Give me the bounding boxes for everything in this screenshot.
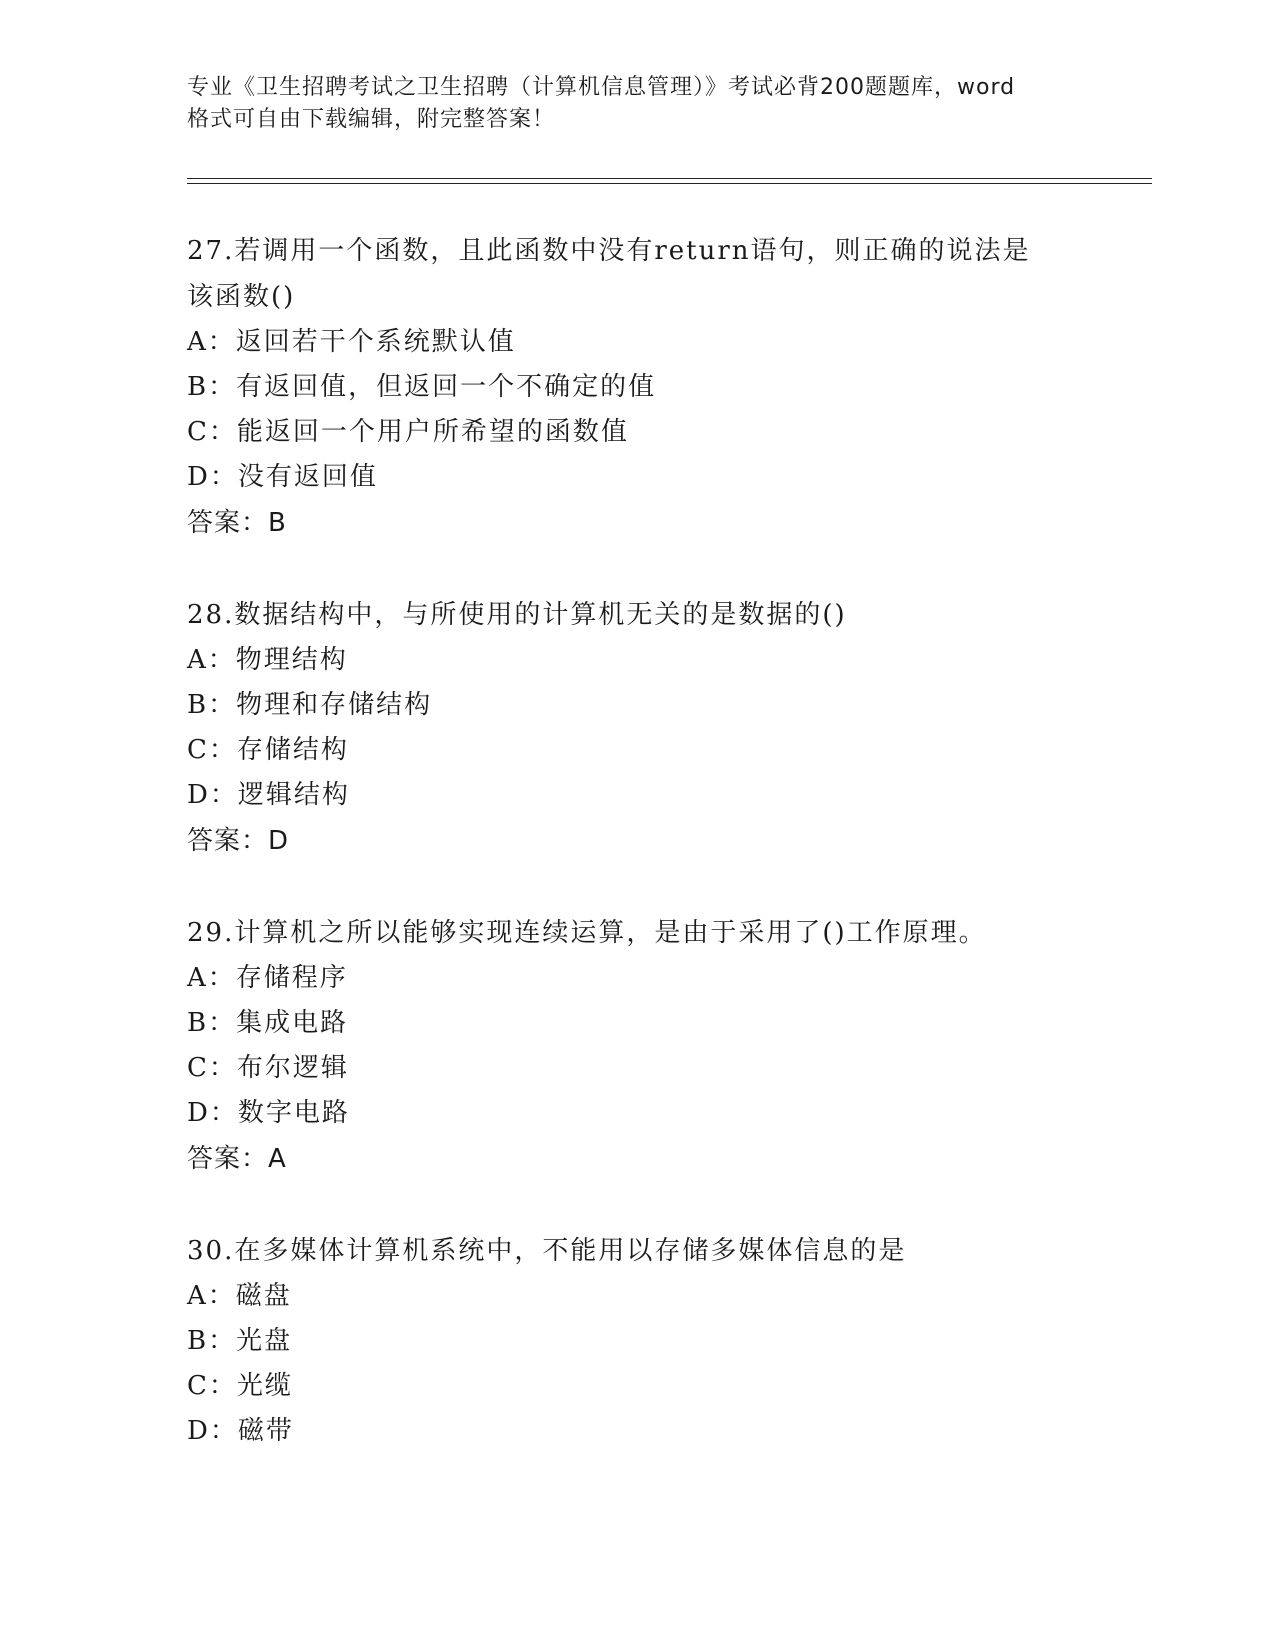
option-b: B：集成电路 (187, 1008, 349, 1038)
question-text-continued: 该函数() (187, 282, 296, 312)
question-29 (187, 910, 1152, 1182)
option-d: D：磁带 (187, 1416, 294, 1446)
header-line-1: 专业《卫生招聘考试之卫生招聘（计算机信息管理）》考试必背200题题库，word (187, 75, 1016, 100)
answer-text: 答案：A (187, 1144, 287, 1174)
question-30 (187, 1228, 1152, 1454)
option-c: C：布尔逻辑 (187, 1053, 349, 1083)
document-header (187, 72, 1087, 136)
option-d: D：没有返回值 (187, 462, 378, 492)
option-b: B：光盘 (187, 1326, 293, 1356)
option-b: B：物理和存储结构 (187, 690, 433, 720)
option-d: D：数字电路 (187, 1098, 350, 1128)
answer-text: 答案：D (187, 826, 290, 856)
option-a: A：物理结构 (187, 645, 348, 675)
question-text: 28.数据结构中，与所使用的计算机无关的是数据的() (187, 600, 847, 630)
option-b: B：有返回值，但返回一个不确定的值 (187, 372, 657, 402)
header-divider-bottom (187, 183, 1152, 184)
question-text: 29.计算机之所以能够实现连续运算，是由于采用了()工作原理。 (187, 918, 987, 948)
option-a: A：存储程序 (187, 963, 348, 993)
option-c: C：存储结构 (187, 735, 349, 765)
answer-text: 答案：B (187, 508, 287, 538)
question-28 (187, 592, 1152, 864)
header-divider-top (187, 178, 1152, 179)
question-text: 30.在多媒体计算机系统中，不能用以存储多媒体信息的是 (187, 1236, 907, 1266)
option-c: C：能返回一个用户所希望的函数值 (187, 417, 629, 447)
question-27 (187, 228, 1152, 546)
option-a: A：磁盘 (187, 1281, 292, 1311)
header-line-2: 格式可自由下载编辑，附完整答案！ (187, 107, 556, 132)
question-text: 27.若调用一个函数，且此函数中没有return语句，则正确的说法是 (187, 236, 1031, 266)
option-d: D：逻辑结构 (187, 780, 350, 810)
option-c: C：光缆 (187, 1371, 293, 1401)
question-list (187, 228, 1152, 1500)
option-a: A：返回若干个系统默认值 (187, 327, 516, 357)
